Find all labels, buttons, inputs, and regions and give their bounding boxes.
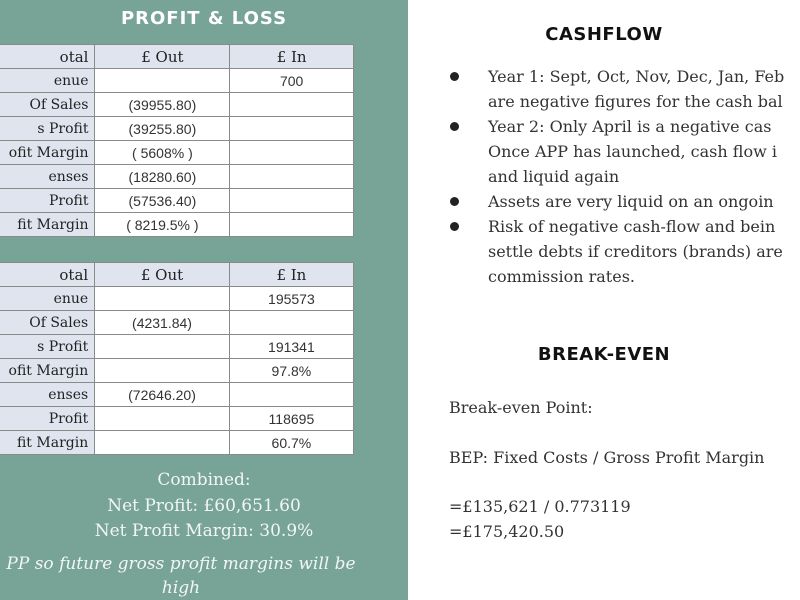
row-label: enue <box>0 69 95 93</box>
bullet-line: Risk of negative cash-flow and bein <box>488 217 776 236</box>
table-header-row <box>0 263 354 287</box>
table-row <box>0 93 354 117</box>
row-label: s Profit <box>0 117 95 141</box>
header-in: £ In <box>230 45 354 69</box>
row-out: (72646.20) <box>95 383 230 407</box>
table-row <box>0 141 354 165</box>
note-line-2: high <box>161 578 201 598</box>
row-out <box>95 359 230 383</box>
row-in <box>230 213 354 237</box>
breakeven-title: BREAK-EVEN <box>537 344 671 365</box>
table-row <box>0 335 354 359</box>
row-in: 191341 <box>229 335 353 359</box>
row-label: Of Sales <box>0 93 95 117</box>
row-out <box>95 69 230 93</box>
bullet-line: Assets are very liquid on an ongoin <box>488 192 774 211</box>
note-line-1: PP so future gross profit margins will be <box>6 554 356 574</box>
table-row <box>0 383 354 407</box>
table-row <box>0 311 354 335</box>
table-row <box>0 189 354 213</box>
row-out: ( 5608% ) <box>95 141 230 165</box>
table-row <box>0 407 354 431</box>
profit-loss-title: PROFIT & LOSS <box>120 8 288 29</box>
row-label: enses <box>0 383 95 407</box>
row-in: 195573 <box>229 287 353 311</box>
row-out: (39255.80) <box>95 117 230 141</box>
combined-net-profit: Net Profit: £60,651.60 <box>107 496 301 516</box>
row-in: 118695 <box>229 407 353 431</box>
row-out: (4231.84) <box>95 311 230 335</box>
cashflow-title: CASHFLOW <box>545 24 663 45</box>
row-label: ofit Margin <box>0 141 95 165</box>
row-out <box>95 431 230 455</box>
table-row <box>0 287 354 311</box>
row-label: fit Margin <box>0 213 95 237</box>
bullet-dot-icon <box>450 72 459 81</box>
row-in: 700 <box>230 69 354 93</box>
list-item <box>446 189 800 214</box>
header-total: otal <box>0 263 95 287</box>
bullet-dot-icon <box>450 197 459 206</box>
row-out <box>95 407 230 431</box>
row-label: enue <box>0 287 95 311</box>
combined-heading: Combined: <box>157 470 251 490</box>
row-in <box>229 383 353 407</box>
row-label: fit Margin <box>0 431 95 455</box>
year2-pl-table <box>0 262 354 455</box>
table-row <box>0 69 354 93</box>
row-out: (39955.80) <box>95 93 230 117</box>
table-row <box>0 359 354 383</box>
bep-label: Break-even Point: <box>449 398 593 417</box>
bullet-dot-icon <box>450 222 459 231</box>
table-row <box>0 431 354 455</box>
row-label: ofit Margin <box>0 359 95 383</box>
row-in: 97.8% <box>229 359 353 383</box>
bullet-line: commission rates. <box>488 267 635 286</box>
cashflow-bullet-list <box>446 64 800 289</box>
bullet-dot-icon <box>450 122 459 131</box>
combined-net-profit-margin: Net Profit Margin: 30.9% <box>94 521 314 541</box>
table-row <box>0 165 354 189</box>
row-label: Of Sales <box>0 311 95 335</box>
bep-formula: BEP: Fixed Costs / Gross Profit Margin <box>449 448 765 467</box>
list-item <box>446 214 800 289</box>
row-label: s Profit <box>0 335 95 359</box>
header-out: £ Out <box>95 263 230 287</box>
bep-calculation: =£135,621 / 0.773119 <box>449 497 631 516</box>
header-total: otal <box>0 45 95 69</box>
row-out: ( 8219.5% ) <box>95 213 230 237</box>
row-in <box>230 189 354 213</box>
bullet-line: are negative figures for the cash bal <box>488 92 783 111</box>
bullet-line: Year 2: Only April is a negative cas <box>488 117 772 136</box>
cashflow-breakeven-panel <box>408 0 800 600</box>
list-item <box>446 64 800 114</box>
row-label: enses <box>0 165 95 189</box>
row-in <box>230 141 354 165</box>
table-row <box>0 117 354 141</box>
row-out: (57536.40) <box>95 189 230 213</box>
bep-result: =£175,420.50 <box>449 522 565 541</box>
table-row <box>0 213 354 237</box>
row-in <box>230 93 354 117</box>
header-in: £ In <box>229 263 353 287</box>
row-in: 60.7% <box>229 431 353 455</box>
list-item <box>446 114 800 189</box>
header-out: £ Out <box>95 45 230 69</box>
row-out <box>95 335 230 359</box>
row-in <box>230 165 354 189</box>
bullet-line: Once APP has launched, cash flow i <box>488 142 777 161</box>
row-in <box>229 311 353 335</box>
row-label: Profit <box>0 407 95 431</box>
bullet-line: and liquid again <box>488 167 620 186</box>
year1-pl-table <box>0 44 354 237</box>
row-out: (18280.60) <box>95 165 230 189</box>
row-in <box>230 117 354 141</box>
bullet-line: Year 1: Sept, Oct, Nov, Dec, Jan, Feb <box>488 67 785 86</box>
row-label: Profit <box>0 189 95 213</box>
bullet-line: settle debts if creditors (brands) are <box>488 242 783 261</box>
table-header-row <box>0 45 354 69</box>
row-out <box>95 287 230 311</box>
